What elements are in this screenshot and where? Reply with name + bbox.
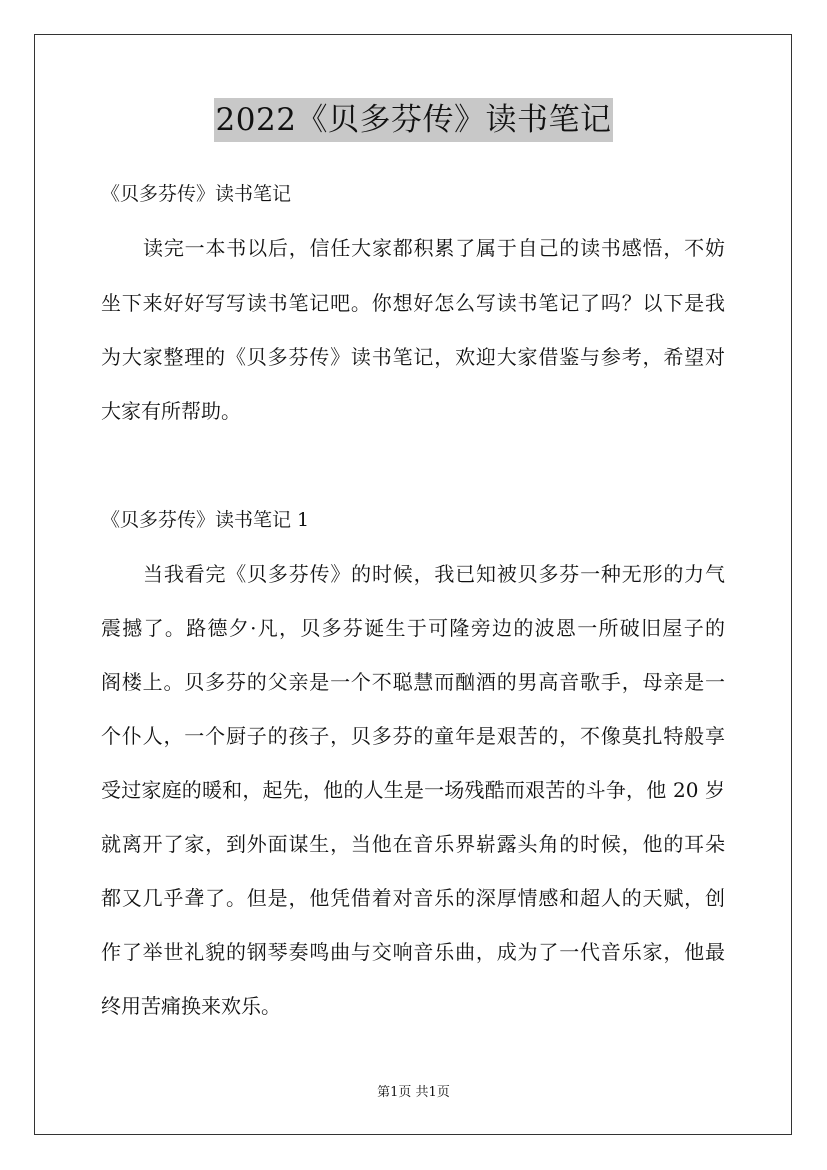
- section-heading: 《贝多芬传》读书笔记 1: [101, 509, 310, 531]
- page-footer: 第1页 共1页: [377, 1085, 450, 1100]
- title-wrap: [0, 98, 827, 142]
- section-line: 阁楼上。贝多芬的父亲是一个不聪慧而酗酒的男高音歌手，母亲是一: [101, 670, 725, 694]
- section-line: 都又几乎聋了。但是，他凭借着对音乐的深厚情感和超人的天赋，创: [101, 886, 725, 910]
- section-line: 作了举世礼貌的钢琴奏鸣曲与交响音乐曲，成为了一代音乐家，他最: [101, 940, 725, 964]
- document-title: 2022《贝多芬传》读书笔记: [214, 98, 614, 142]
- section-line: 震撼了。路德夕·凡，贝多芬诞生于可隆旁边的波恩一所破旧屋子的: [101, 616, 725, 640]
- section-line: 个仆人，一个厨子的孩子，贝多芬的童年是艰苦的，不像莫扎特般享: [101, 724, 725, 748]
- intro-line: 为大家整理的《贝多芬传》读书笔记，欢迎大家借鉴与参考，希望对: [101, 345, 725, 369]
- section-line: 就离开了家，到外面谋生，当他在音乐界崭露头角的时候，他的耳朵: [101, 832, 725, 856]
- intro-line: 大家有所帮助。: [101, 399, 241, 423]
- section-line: 当我看完《贝多芬传》的时候，我已知被贝多芬一种无形的力气: [143, 562, 725, 586]
- section-line: 受过家庭的暖和，起先，他的人生是一场残酷而艰苦的斗争，他 20 岁: [101, 778, 725, 802]
- section-line: 终用苦痛换来欢乐。: [101, 994, 281, 1018]
- intro-line: 坐下来好好写写读书笔记吧。你想好怎么写读书笔记了吗？以下是我: [101, 291, 725, 315]
- intro-heading: 《贝多芬传》读书笔记: [101, 183, 292, 205]
- intro-line: 读完一本书以后，信任大家都积累了属于自己的读书感悟，不妨: [143, 236, 725, 260]
